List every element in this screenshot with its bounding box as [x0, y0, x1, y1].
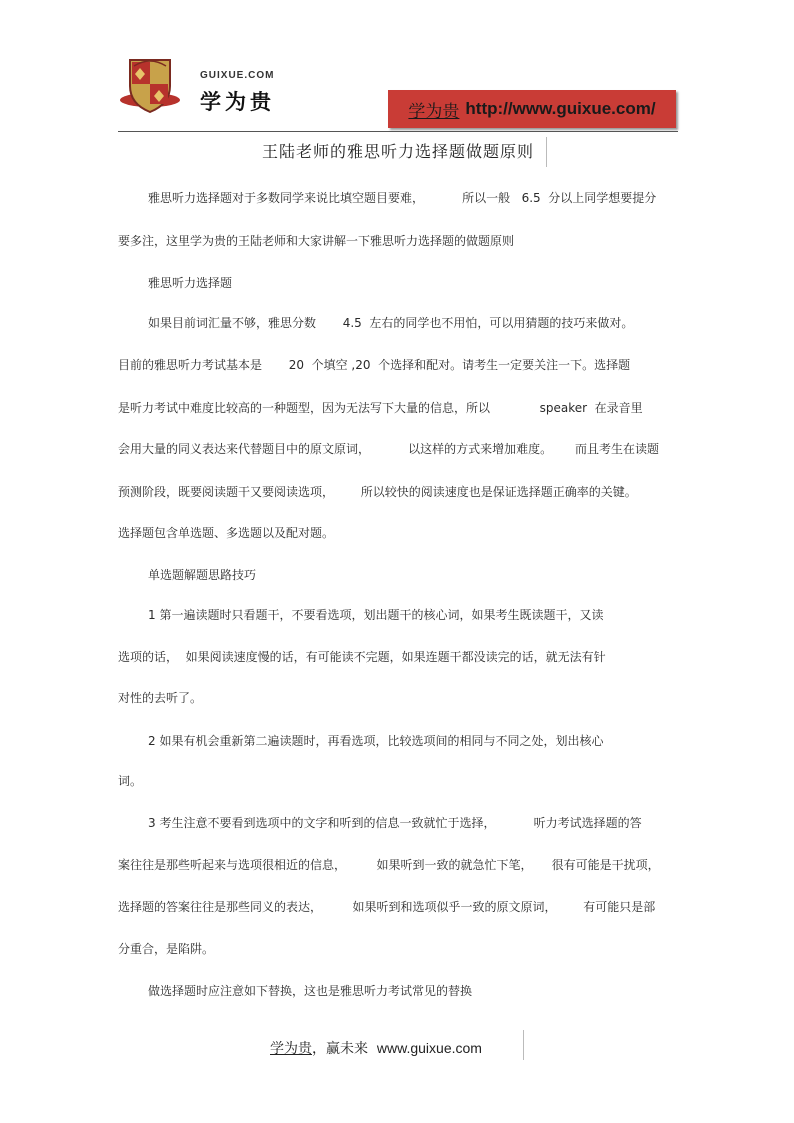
paragraph-line: 选项的话， 如果阅读速度慢的话，有可能读不完题，如果连题干都没读完的话，就无法有针	[118, 650, 606, 664]
paragraph-line: 选择题包含单选题、多选题以及配对题。	[118, 526, 335, 540]
header-divider	[118, 131, 678, 132]
header-banner	[388, 90, 676, 128]
paragraph-line: 对性的去听了。	[118, 691, 203, 705]
section-heading: 雅思听力选择题	[148, 276, 233, 290]
paragraph-line: 如果目前词汇量不够，雅思分数 4.5 左右的同学也不用怕，可以用猜题的技巧来做对。	[148, 316, 634, 330]
paragraph-line: 会用大量的同义表达来代替题目中的原文原词， 以这样的方式来增加难度。 而且考生在读题	[118, 442, 660, 456]
paragraph-line: 选择题的答案往往是那些同义的表达， 如果听到和选项似乎一致的原文原词， 有可能只是部	[118, 900, 656, 914]
section-heading: 单选题解题思路技巧	[148, 568, 257, 582]
paragraph-line: 3 考生注意不要看到选项中的文字和听到的信息一致就忙于选择， 听力考试选择题的答	[148, 816, 642, 830]
title-container	[118, 137, 678, 167]
paragraph-line: 预测阶段，既要阅读题干又要阅读选项， 所以较快的阅读速度也是保证选择题正确率的关键。	[118, 485, 637, 499]
paragraph-line: 分重合，是陷阱。	[118, 942, 215, 956]
site-logo[interactable]	[118, 56, 298, 116]
shield-emblem-icon	[118, 56, 182, 116]
footer-side-rule	[523, 1030, 524, 1060]
banner-brand-link[interactable]: 学为贵	[408, 101, 460, 122]
footer-brand-link[interactable]: 学为贵	[270, 1041, 312, 1057]
paragraph-line: 案往往是那些听起来与选项很相近的信息， 如果听到一致的就急忙下笔， 很有可能是干扰项，	[118, 858, 660, 872]
paragraph-line: 词。	[118, 774, 143, 788]
paragraph-line: 做选择题时应注意如下替换，这也是雅思听力考试常见的替换	[148, 984, 473, 998]
brand-chinese: 学为贵	[200, 90, 275, 114]
paragraph-line: 2 如果有机会重新第二遍读题时，再看选项，比较选项间的相同与不同之处，划出核心	[148, 734, 604, 748]
title-side-rule	[546, 137, 547, 167]
page-title: 王陆老师的雅思听力选择题做题原则	[261, 142, 534, 161]
paragraph-line: 要多注，这里学为贵的王陆老师和大家讲解一下雅思听力选择题的做题原则	[118, 234, 515, 248]
paragraph-line: 雅思听力选择题对于多数同学来说比填空题目要难， 所以一般 6.5 分以上同学想要提分	[148, 191, 657, 205]
footer-url-link[interactable]: www.guixue.com	[376, 1040, 482, 1056]
banner-url-link[interactable]: http://www.guixue.com/	[465, 99, 656, 118]
paragraph-line: 1 第一遍读题时只看题干，不要看选项，划出题干的核心词，如果考生既读题干，又读	[148, 608, 604, 622]
paragraph-line: 是听力考试中难度比较高的一种题型，因为无法写下大量的信息，所以 speaker 在录音里	[118, 401, 643, 415]
brand-english: GUIXUE.COM	[200, 70, 275, 81]
footer-slogan: ，赢未来	[312, 1041, 377, 1057]
footer	[270, 1038, 482, 1058]
paragraph-line: 目前的雅思听力考试基本是 20 个填空 ,20 个选择和配对。请考生一定要关注一下。选择题	[118, 358, 631, 372]
